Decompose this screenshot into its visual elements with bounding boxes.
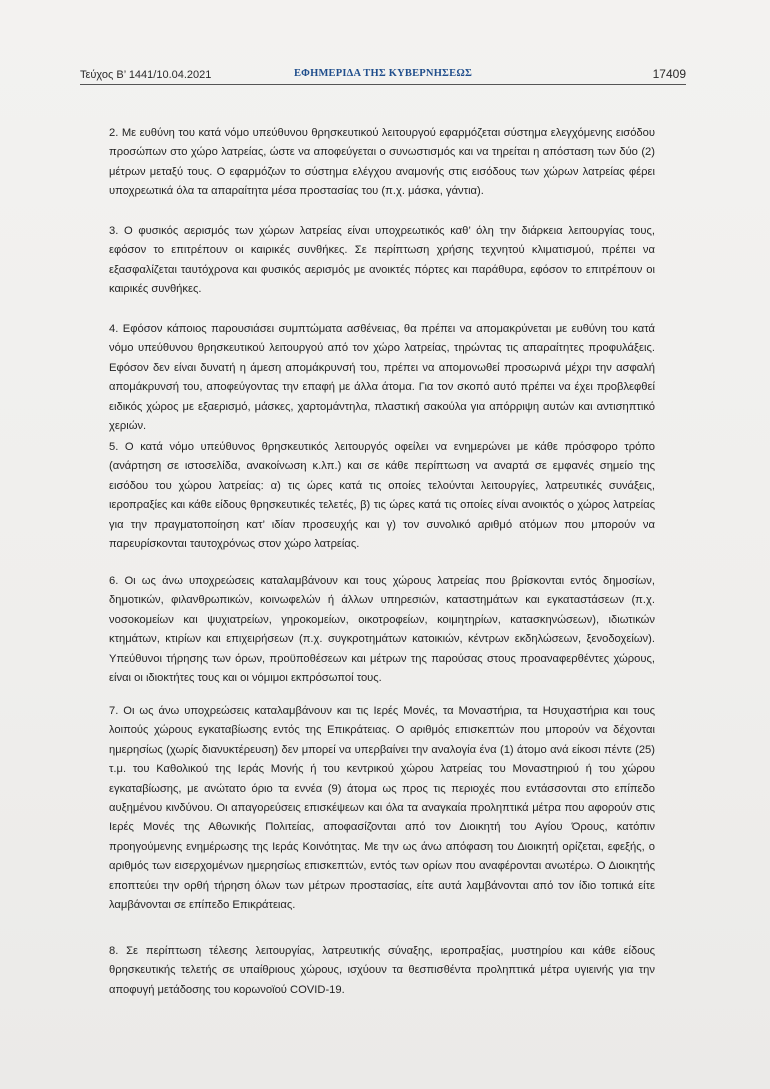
- header-divider: [80, 84, 686, 85]
- paragraph-5: 5. Ο κατά νόμο υπεύθυνος θρησκευτικός λειτουργός οφείλει να ενημερώνει με κάθε πρόσφορο τρόπο (ανάρτηση σε ιστοσελίδα, ανακοίνωση κ.λπ.) και σε κάθε περίπτωση να αναρτά σε εμφανές σημείο της εισόδου του χώρου λατρείας: α) τις ώρες κατά τις οποίες τελούνται λειτουργίες, λατρευτικές συνάξεις, ιεροπραξίες και κάθε είδους θρησκευτικές τελετές, β) τις ώρες κατά τις οποίες είναι ανοικτός ο χώρος λατρείας για την πραγματοποίηση κατ’ ιδίαν προσευχής και γ) τον συνολικό αριθμό ατόμων που μπορούν να παρευρίσκονται ταυτοχρόνως στον χώρο λατρείας.: [109, 441, 655, 551]
- gazette-title: ΕΦΗΜΕΡΙΔΑ ΤΗΣ ΚΥΒΕΡΝΗΣΕΩΣ: [293, 68, 473, 79]
- page-number: 17409: [652, 67, 686, 81]
- paragraph-3: 3. Ο φυσικός αερισμός των χώρων λατρείας είναι υποχρεωτικός καθ’ όλη την διάρκεια λειτουργίας τους, εφόσον το επιτρέπουν οι καιρικές συνθήκες. Σε περίπτωση χρήσης τεχνητού κλιματισμού, πρέπει να εξασφαλίζεται ταυτόχρονα και φυσικός αερισμός με ανοικτές πόρτες και παράθυρα, εφόσον το επιτρέπουν οι καιρικές συνθήκες.: [109, 225, 655, 296]
- paragraph-7: 7. Οι ως άνω υποχρεώσεις καταλαμβάνουν και τις Ιερές Μονές, τα Μοναστήρια, τα Ησυχαστήρια και τους λοιπούς χώρους εγκαταβίωσης εντός της Επικράτειας. Ο αριθμός επισκεπτών που μπορούν να δέχονται ημερησίως (χωρίς διανυκτέρευση) δεν μπορεί να υπερβαίνει την αναλογία ένα (1) άτομο ανά είκοσι πέντε (25) τ.μ. του Καθολικού της Ιεράς Μονής ή του κεντρικού χώρου λατρείας του Μοναστηριού ή του χώρου εγκαταβίωσης, με ανώτατο όριο τα εννέα (9) άτομα ως προς τις περιοχές που εντάσσονται στο επίπεδο αυξημένου κινδύνου. Οι απαγορεύσεις επισκέψεων και όλα τα αναγκαία προληπτικά μέτρα που αφορούν στις Ιερές Μονές της Αθωνικής Πολιτείας, αποφασίζονται από τον Διοικητή του Αγίου Όρους, κατόπιν προηγούμενης ενημέρωσης της Ιεράς Κοινότητας. Με την ως άνω απόφαση του Διοικητή ορίζεται, εφεξής, ο αριθμός των εισερχομένων ημερησίως επισκεπτών, εντός των ορίων που αναφέρονται ανωτέρω. Ο Διοικητής εποπτεύει την ορθή τήρηση όλων των μέτρων προστασίας, είτε αυτά λαμβάνονται από τον ίδιο τοπικά είτε λαμβάνονται σε επίπεδο Επικράτειας.: [109, 705, 655, 912]
- issue-reference: Τεύχος Β’ 1441/10.04.2021: [80, 69, 212, 81]
- paragraph-8: 8. Σε περίπτωση τέλεσης λειτουργίας, λατρευτικής σύναξης, ιεροπραξίας, μυστηρίου και κάθε είδους θρησκευτικής τελετής σε υπαίθριους χώρους, ισχύουν τα θεσπισθέντα προληπτικά μέτρα υγιεινής για την αποφυγή μετάδοσης του κορωνοϊού COVID-19.: [109, 945, 655, 996]
- paragraph-4: 4. Εφόσον κάποιος παρουσιάσει συμπτώματα ασθένειας, θα πρέπει να απομακρύνεται με ευθύνη του κατά νόμο υπεύθυνου θρησκευτικού λειτουργού από τον χώρο λατρείας, τηρώντας τις απαραίτητες προφυλάξεις. Εφόσον δεν είναι δυνατή η άμεση απομάκρυνσή του, πρέπει να απομονωθεί προσωρινά μέχρι την ασφαλή απομάκρυνσή του, αποφεύγοντας την επαφή με άλλα άτομα. Για τον σκοπό αυτό πρέπει να έχει προβλεφθεί ειδικός χώρος με εξαερισμό, μάσκες, χαρτομάντηλα, πλαστική σακούλα για απόρριψη αυτών και αντισηπτικό χεριών.: [109, 323, 655, 433]
- paragraph-6: 6. Οι ως άνω υποχρεώσεις καταλαμβάνουν και τους χώρους λατρείας που βρίσκονται εντός δημοσίων, δημοτικών, φιλανθρωπικών, κοινωφελών ή άλλων υπηρεσιών, καταστημάτων και εγκαταστάσεων (π.χ. νοσοκομείων και ψυχιατρείων, γηροκομείων, οικοτροφείων, κοιμητηρίων, κατασκηνώσεων), ιδιωτικών κτημάτων, κτιρίων και επιχειρήσεων (π.χ. συγκροτημάτων κατοικιών, κέντρων εκδηλώσεων, ξενοδοχείων). Υπεύθυνοι τήρησης των όρων, προϋποθέσεων και μέτρων της παρούσας στους προαναφερθέντες χώρους, είναι οι ιδιοκτήτες τους και οι νόμιμοι εκπρόσωποί τους.: [109, 575, 655, 685]
- page-header: [80, 66, 686, 86]
- paragraph-2: 2. Με ευθύνη του κατά νόμο υπεύθυνου θρησκευτικού λειτουργού εφαρμόζεται σύστημα ελεγχόμενης εισόδου προσώπων στο χώρο λατρείας, ώστε να αποφεύγεται ο συνωστισμός και να τηρείται η απόσταση των δύο (2) μέτρων μεταξύ τους. Ο εφαρμόζων το σύστημα ελέγχου αναμονής στις εισόδους των χώρων λατρείας φέρει υποχρεωτικά όλα τα απαραίτητα μέσα προστασίας του (π.χ. μάσκα, γάντια).: [109, 127, 655, 198]
